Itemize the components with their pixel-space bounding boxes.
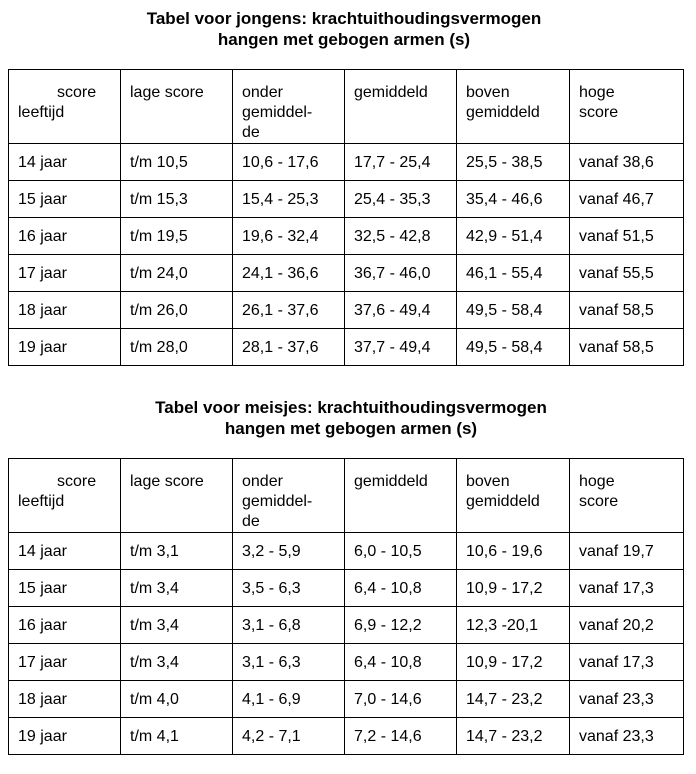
table-cell: t/m 19,5 bbox=[121, 218, 233, 255]
table-cell: 25,4 - 35,3 bbox=[345, 181, 457, 218]
table-cell: 36,7 - 46,0 bbox=[345, 255, 457, 292]
girls-score-table bbox=[8, 458, 684, 755]
table-cell: 18 jaar bbox=[9, 681, 121, 718]
header-text-line: gemiddel- bbox=[242, 104, 313, 121]
header-text-line: de bbox=[242, 513, 260, 530]
header-text-line: hoge bbox=[579, 473, 615, 490]
table-cell: 7,0 - 14,6 bbox=[345, 681, 457, 718]
header-text-line: gemiddeld bbox=[466, 104, 540, 121]
table-cell: vanaf 46,7 bbox=[570, 181, 684, 218]
header-age: leeftijd bbox=[18, 493, 65, 510]
table-cell: 3,5 - 6,3 bbox=[233, 570, 345, 607]
table-cell: t/m 4,0 bbox=[121, 681, 233, 718]
table-cell: 18 jaar bbox=[9, 292, 121, 329]
table-cell: t/m 10,5 bbox=[121, 144, 233, 181]
table-cell: 46,1 - 55,4 bbox=[457, 255, 570, 292]
table-row bbox=[9, 681, 684, 718]
table-row bbox=[9, 570, 684, 607]
table-row bbox=[9, 255, 684, 292]
table-row bbox=[9, 718, 684, 755]
table-row bbox=[9, 144, 684, 181]
table-cell: vanaf 23,3 bbox=[570, 718, 684, 755]
table-cell: 17,7 - 25,4 bbox=[345, 144, 457, 181]
header-text-line: de bbox=[242, 124, 260, 141]
table-row bbox=[9, 607, 684, 644]
girls-table-body bbox=[9, 533, 684, 755]
header-score: score bbox=[57, 84, 97, 101]
header-text-line: boven bbox=[466, 84, 510, 101]
table-cell: 25,5 - 38,5 bbox=[457, 144, 570, 181]
table-cell: vanaf 17,3 bbox=[570, 570, 684, 607]
header-text-line: score bbox=[579, 493, 619, 510]
table-cell: t/m 15,3 bbox=[121, 181, 233, 218]
table-cell: 37,7 - 49,4 bbox=[345, 329, 457, 366]
header-row bbox=[9, 459, 684, 533]
table-cell: 16 jaar bbox=[9, 607, 121, 644]
table-cell: 17 jaar bbox=[9, 255, 121, 292]
table-cell: t/m 24,0 bbox=[121, 255, 233, 292]
table-cell: 6,9 - 12,2 bbox=[345, 607, 457, 644]
table-cell: vanaf 58,5 bbox=[570, 292, 684, 329]
header-text-line: onder bbox=[242, 473, 283, 490]
table-cell: 12,3 -20,1 bbox=[457, 607, 570, 644]
table-cell: 10,6 - 17,6 bbox=[233, 144, 345, 181]
table-cell: 32,5 - 42,8 bbox=[345, 218, 457, 255]
table-cell: vanaf 55,5 bbox=[570, 255, 684, 292]
table-cell: 7,2 - 14,6 bbox=[345, 718, 457, 755]
table-cell: 10,9 - 17,2 bbox=[457, 644, 570, 681]
header-above bbox=[457, 70, 570, 144]
table-cell: 15 jaar bbox=[9, 570, 121, 607]
table-cell: 26,1 - 37,6 bbox=[233, 292, 345, 329]
header-below bbox=[233, 459, 345, 533]
boys-table-body bbox=[9, 144, 684, 366]
girls-table-title bbox=[0, 397, 696, 439]
girls-title-line-1: Tabel voor meisjes: krachtuithoudingsvermogen bbox=[155, 398, 547, 417]
boys-table-title bbox=[6, 8, 682, 50]
table-row bbox=[9, 329, 684, 366]
header-text-line: hoge bbox=[579, 84, 615, 101]
table-cell: 19,6 - 32,4 bbox=[233, 218, 345, 255]
table-cell: 15,4 - 25,3 bbox=[233, 181, 345, 218]
header-text-line: score bbox=[579, 104, 619, 121]
table-row bbox=[9, 181, 684, 218]
table-cell: 14 jaar bbox=[9, 144, 121, 181]
table-cell: 3,2 - 5,9 bbox=[233, 533, 345, 570]
table-row bbox=[9, 533, 684, 570]
table-cell: 3,1 - 6,8 bbox=[233, 607, 345, 644]
table-cell: t/m 28,0 bbox=[121, 329, 233, 366]
table-cell: 14,7 - 23,2 bbox=[457, 681, 570, 718]
table-cell: 4,1 - 6,9 bbox=[233, 681, 345, 718]
table-cell: 35,4 - 46,6 bbox=[457, 181, 570, 218]
table-cell: 15 jaar bbox=[9, 181, 121, 218]
header-average: gemiddeld bbox=[345, 459, 457, 533]
table-cell: vanaf 58,5 bbox=[570, 329, 684, 366]
girls-title-line-2: hangen met gebogen armen (s) bbox=[224, 419, 478, 438]
header-text-line: gemiddeld bbox=[466, 493, 540, 510]
header-score-age bbox=[9, 70, 121, 144]
header-average: gemiddeld bbox=[345, 70, 457, 144]
header-high bbox=[570, 459, 684, 533]
table-cell: 49,5 - 58,4 bbox=[457, 329, 570, 366]
table-cell: 19 jaar bbox=[9, 718, 121, 755]
header-low: lage score bbox=[121, 70, 233, 144]
table-cell: t/m 3,4 bbox=[121, 570, 233, 607]
table-cell: 19 jaar bbox=[9, 329, 121, 366]
header-above bbox=[457, 459, 570, 533]
table-row bbox=[9, 218, 684, 255]
table-cell: vanaf 23,3 bbox=[570, 681, 684, 718]
table-cell: vanaf 51,5 bbox=[570, 218, 684, 255]
table-row bbox=[9, 292, 684, 329]
table-cell: 16 jaar bbox=[9, 218, 121, 255]
table-cell: 37,6 - 49,4 bbox=[345, 292, 457, 329]
table-cell: 24,1 - 36,6 bbox=[233, 255, 345, 292]
table-cell: 10,6 - 19,6 bbox=[457, 533, 570, 570]
table-cell: vanaf 20,2 bbox=[570, 607, 684, 644]
header-high bbox=[570, 70, 684, 144]
header-score: score bbox=[57, 473, 97, 490]
table-row bbox=[9, 644, 684, 681]
boys-score-table bbox=[8, 69, 684, 366]
table-cell: 49,5 - 58,4 bbox=[457, 292, 570, 329]
header-score-age bbox=[9, 459, 121, 533]
header-below bbox=[233, 70, 345, 144]
table-cell: t/m 3,4 bbox=[121, 644, 233, 681]
table-cell: 28,1 - 37,6 bbox=[233, 329, 345, 366]
table-cell: 4,2 - 7,1 bbox=[233, 718, 345, 755]
table-cell: t/m 3,1 bbox=[121, 533, 233, 570]
table-cell: vanaf 19,7 bbox=[570, 533, 684, 570]
table-cell: t/m 3,4 bbox=[121, 607, 233, 644]
table-cell: 17 jaar bbox=[9, 644, 121, 681]
table-cell: 14,7 - 23,2 bbox=[457, 718, 570, 755]
table-cell: 6,0 - 10,5 bbox=[345, 533, 457, 570]
table-cell: t/m 26,0 bbox=[121, 292, 233, 329]
table-cell: vanaf 17,3 bbox=[570, 644, 684, 681]
table-cell: 3,1 - 6,3 bbox=[233, 644, 345, 681]
table-cell: 6,4 - 10,8 bbox=[345, 644, 457, 681]
boys-title-line-2: hangen met gebogen armen (s) bbox=[217, 30, 471, 49]
header-text-line: boven bbox=[466, 473, 510, 490]
header-text-line: onder bbox=[242, 84, 283, 101]
header-age: leeftijd bbox=[18, 104, 65, 121]
table-cell: 10,9 - 17,2 bbox=[457, 570, 570, 607]
table-cell: 6,4 - 10,8 bbox=[345, 570, 457, 607]
table-cell: t/m 4,1 bbox=[121, 718, 233, 755]
header-row bbox=[9, 70, 684, 144]
table-cell: 14 jaar bbox=[9, 533, 121, 570]
header-text-line: gemiddel- bbox=[242, 493, 313, 510]
table-cell: 42,9 - 51,4 bbox=[457, 218, 570, 255]
header-low: lage score bbox=[121, 459, 233, 533]
table-cell: vanaf 38,6 bbox=[570, 144, 684, 181]
boys-title-line-1: Tabel voor jongens: krachtuithoudingsvermogen bbox=[146, 9, 542, 28]
